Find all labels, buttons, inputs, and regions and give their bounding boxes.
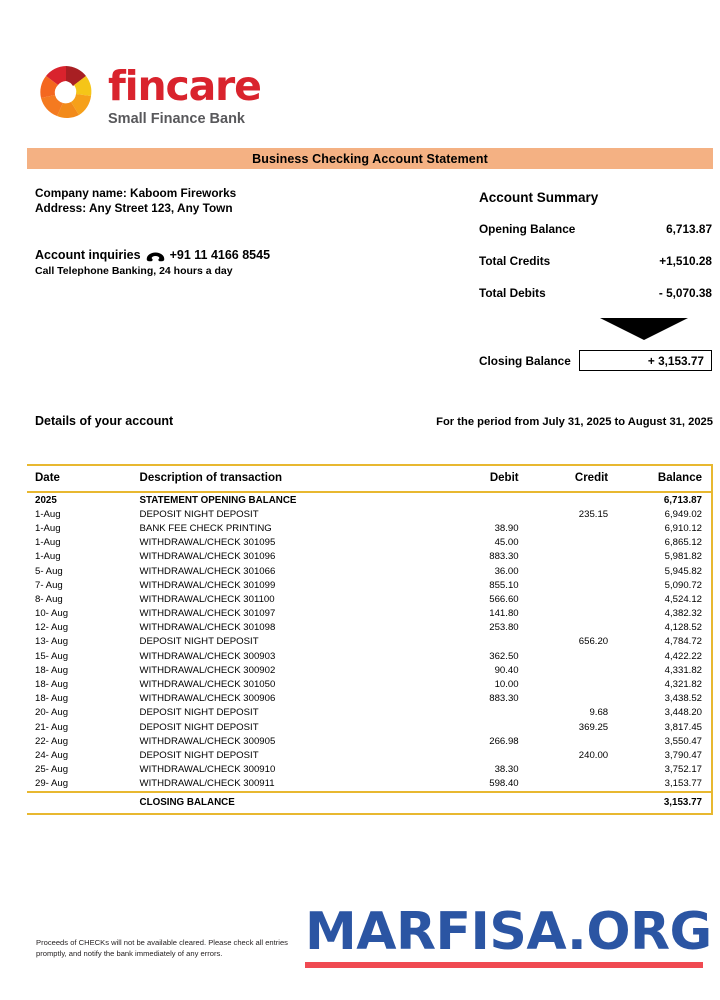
company-address: Address: Any Street 123, Any Town — [35, 201, 233, 215]
table-row — [27, 734, 712, 748]
cell-description: WITHDRAWAL/CHECK 301100 — [139, 593, 275, 605]
cell-description: WITHDRAWAL/CHECK 300903 — [139, 650, 276, 662]
cell-debit: 90.40 — [494, 664, 519, 676]
summary-value: +1,510.28 — [659, 254, 712, 268]
cell-debit: 141.80 — [489, 608, 519, 620]
cell-date: 24- Aug — [35, 749, 69, 761]
table-row — [27, 763, 712, 777]
table-row — [27, 578, 712, 592]
down-triangle-icon — [600, 318, 688, 340]
cell-date: 20- Aug — [35, 707, 69, 719]
brand-wordmark: fincare — [108, 62, 261, 110]
cell-date: 15- Aug — [35, 650, 69, 662]
table-row — [27, 507, 712, 521]
cell-debit: 362.50 — [489, 650, 519, 662]
summary-label: Total Debits — [479, 286, 546, 300]
table-row — [27, 564, 712, 578]
column-header-date: Date — [27, 465, 140, 492]
cell-balance: 3,448.20 — [664, 707, 702, 719]
table-row — [27, 649, 712, 663]
cell-balance: 4,321.82 — [664, 679, 702, 691]
closing-cell-description: CLOSING BALANCE — [140, 792, 430, 814]
details-header — [35, 414, 713, 428]
summary-label: Opening Balance — [479, 222, 576, 236]
cell-balance: 3,550.47 — [664, 735, 702, 747]
statement-title-banner — [27, 148, 713, 169]
cell-credit — [519, 692, 609, 706]
cell-credit — [519, 521, 609, 535]
cell-debit: 566.60 — [489, 593, 519, 605]
cell-description: WITHDRAWAL/CHECK 301066 — [139, 565, 276, 577]
cell-date: 21- Aug — [35, 721, 69, 733]
cell-balance: 5,981.82 — [664, 551, 702, 563]
cell-description: BANK FEE CHECK PRINTING — [139, 522, 272, 534]
column-header-credit: Credit — [519, 465, 609, 492]
table-row — [27, 692, 712, 706]
cell-debit — [429, 492, 518, 507]
cell-balance: 3,817.45 — [664, 721, 702, 733]
cell-description: WITHDRAWAL/CHECK 300906 — [139, 693, 276, 705]
summary-row-total-credits — [479, 254, 712, 268]
account-summary-panel — [479, 190, 712, 371]
details-heading: Details of your account — [35, 414, 174, 428]
cell-debit — [429, 507, 518, 521]
cell-credit — [519, 677, 609, 691]
cell-debit: 45.00 — [494, 537, 519, 549]
cell-date: 1-Aug — [35, 551, 61, 563]
bank-logo — [34, 60, 261, 127]
cell-description: WITHDRAWAL/CHECK 301050 — [139, 679, 276, 691]
cell-date: 13- Aug — [35, 636, 69, 648]
table-row — [27, 777, 712, 792]
fincare-spiral-logo-icon — [34, 60, 98, 124]
cell-debit: 253.80 — [489, 622, 519, 634]
cell-description: DEPOSIT NIGHT DEPOSIT — [139, 636, 259, 648]
summary-row-closing-balance — [479, 350, 712, 371]
cell-credit — [519, 607, 609, 621]
summary-value: 6,713.87 — [666, 222, 712, 236]
cell-credit — [519, 536, 609, 550]
brand-tagline: Small Finance Bank — [108, 111, 245, 127]
cell-debit — [429, 635, 518, 649]
cell-description: WITHDRAWAL/CHECK 301099 — [139, 579, 276, 591]
cell-date: 29- Aug — [35, 778, 69, 790]
cell-description: WITHDRAWAL/CHECK 300905 — [139, 735, 276, 747]
inquiries-subtext: Call Telephone Banking, 24 hours a day — [35, 265, 233, 277]
cell-date: 18- Aug — [35, 664, 69, 676]
summary-value: - 5,070.38 — [658, 286, 712, 300]
cell-balance: 4,422.22 — [664, 650, 702, 662]
cell-debit: 266.98 — [489, 735, 519, 747]
watermark-text: MARFISA.ORG — [305, 902, 712, 962]
cell-balance: 5,945.82 — [664, 565, 702, 577]
cell-description: DEPOSIT NIGHT DEPOSIT — [139, 749, 259, 761]
cell-description: WITHDRAWAL/CHECK 301097 — [139, 608, 276, 620]
table-row — [27, 550, 712, 564]
cell-debit: 38.90 — [494, 522, 519, 534]
cell-balance: 5,090.72 — [664, 579, 702, 591]
cell-debit: 883.30 — [489, 551, 519, 563]
cell-date: 8- Aug — [35, 593, 63, 605]
cell-balance: 3,790.47 — [664, 749, 702, 761]
watermark-underline — [305, 962, 703, 968]
cell-credit — [519, 592, 609, 606]
cell-debit: 38.30 — [494, 764, 519, 776]
table-row — [27, 720, 712, 734]
cell-description: WITHDRAWAL/CHECK 301098 — [139, 622, 276, 634]
cell-credit — [519, 734, 609, 748]
table-row — [27, 521, 712, 535]
table-row — [27, 663, 712, 677]
cell-debit: 598.40 — [489, 778, 519, 790]
closing-balance-label: Closing Balance — [479, 353, 571, 368]
table-row — [27, 492, 712, 507]
cell-debit: 10.00 — [494, 679, 519, 691]
summary-label: Total Credits — [479, 254, 551, 268]
summary-arrow-area — [479, 318, 712, 340]
cell-date: 18- Aug — [35, 693, 69, 705]
cell-description: DEPOSIT NIGHT DEPOSIT — [139, 707, 259, 719]
cell-description: DEPOSIT NIGHT DEPOSIT — [139, 721, 259, 733]
cell-date: 2025 — [35, 494, 57, 506]
table-row — [27, 635, 712, 649]
cell-description: WITHDRAWAL/CHECK 301095 — [139, 537, 276, 549]
cell-credit: 240.00 — [578, 749, 609, 761]
cell-balance: 3,153.77 — [664, 778, 702, 790]
cell-date: 1-Aug — [35, 508, 61, 520]
cell-date: 5- Aug — [35, 565, 63, 577]
cell-debit — [429, 720, 518, 734]
table-row — [27, 621, 712, 635]
statement-period: For the period from July 31, 2025 to August 31, 2025 — [436, 416, 713, 428]
summary-row-opening-balance — [479, 222, 712, 236]
cell-balance: 6,910.12 — [664, 522, 702, 534]
inquiries-label: Account inquiries — [35, 248, 141, 262]
cell-date: 12- Aug — [35, 622, 69, 634]
column-header-balance: Balance — [608, 465, 712, 492]
transactions-table — [27, 464, 713, 815]
cell-credit: 369.25 — [578, 721, 609, 733]
page-title: Business Checking Account Statement — [252, 151, 488, 166]
cell-credit — [519, 550, 609, 564]
cell-description: WITHDRAWAL/CHECK 300902 — [139, 664, 276, 676]
table-row — [27, 706, 712, 720]
footer-disclaimer: Proceeds of CHECKs will not be available cleared. Please check all entries promptly, and notify the bank immediately of any errors. — [36, 938, 288, 958]
cell-balance: 4,331.82 — [664, 664, 702, 676]
column-header-debit: Debit — [429, 465, 518, 492]
cell-credit — [519, 763, 609, 777]
telephone-icon — [146, 250, 165, 263]
cell-description: STATEMENT OPENING BALANCE — [139, 494, 297, 506]
cell-date: 7- Aug — [35, 579, 63, 591]
cell-description: DEPOSIT NIGHT DEPOSIT — [139, 508, 259, 520]
cell-description: WITHDRAWAL/CHECK 300910 — [139, 764, 276, 776]
cell-date: 1-Aug — [35, 522, 61, 534]
cell-balance: 6,713.87 — [663, 494, 702, 506]
closing-cell-balance: 3,153.77 — [608, 792, 712, 814]
cell-debit: 883.30 — [489, 693, 519, 705]
cell-credit — [519, 777, 609, 792]
closing-cell-debit — [429, 792, 518, 814]
cell-description: WITHDRAWAL/CHECK 300911 — [139, 778, 275, 790]
cell-balance: 6,949.02 — [664, 508, 702, 520]
closing-balance-value-box: + 3,153.77 — [579, 350, 712, 371]
cell-credit — [519, 621, 609, 635]
inquiries-phone: +91 11 4166 8545 — [169, 248, 271, 262]
table-row — [27, 592, 712, 606]
table-row — [27, 748, 712, 762]
closing-cell-credit — [519, 792, 609, 814]
column-header-description: Description of transaction — [140, 465, 430, 492]
cell-balance: 3,752.17 — [664, 764, 702, 776]
cell-date: 18- Aug — [35, 679, 69, 691]
table-row — [27, 677, 712, 691]
company-info — [35, 186, 236, 216]
cell-debit: 36.00 — [494, 565, 519, 577]
cell-debit: 855.10 — [489, 579, 519, 591]
cell-credit — [519, 649, 609, 663]
cell-credit — [519, 492, 609, 507]
summary-title: Account Summary — [479, 190, 599, 205]
watermark — [305, 902, 712, 968]
cell-credit: 656.20 — [578, 636, 609, 648]
cell-credit — [519, 564, 609, 578]
summary-row-total-debits — [479, 286, 712, 300]
cell-balance: 4,524.12 — [664, 593, 702, 605]
cell-description: WITHDRAWAL/CHECK 301096 — [139, 551, 276, 563]
account-inquiries — [35, 248, 270, 277]
cell-balance: 6,865.12 — [664, 537, 702, 549]
cell-debit — [429, 706, 518, 720]
cell-credit — [519, 578, 609, 592]
table-row — [27, 536, 712, 550]
cell-credit: 235.15 — [578, 508, 609, 520]
cell-date: 10- Aug — [35, 608, 69, 620]
company-name: Company name: Kaboom Fireworks — [35, 186, 237, 200]
cell-credit: 9.68 — [589, 707, 609, 719]
cell-balance: 4,382.32 — [664, 608, 702, 620]
cell-date: 22- Aug — [35, 735, 69, 747]
table-header-row — [27, 465, 712, 492]
cell-date: 1-Aug — [35, 537, 61, 549]
cell-credit — [519, 663, 609, 677]
table-row — [27, 607, 712, 621]
cell-debit — [429, 748, 518, 762]
cell-balance: 4,128.52 — [664, 622, 702, 634]
cell-balance: 3,438.52 — [664, 693, 702, 705]
closing-cell-date — [27, 792, 140, 814]
cell-date: 25- Aug — [35, 764, 69, 776]
closing-balance-row — [27, 792, 712, 814]
cell-balance: 4,784.72 — [664, 636, 702, 648]
